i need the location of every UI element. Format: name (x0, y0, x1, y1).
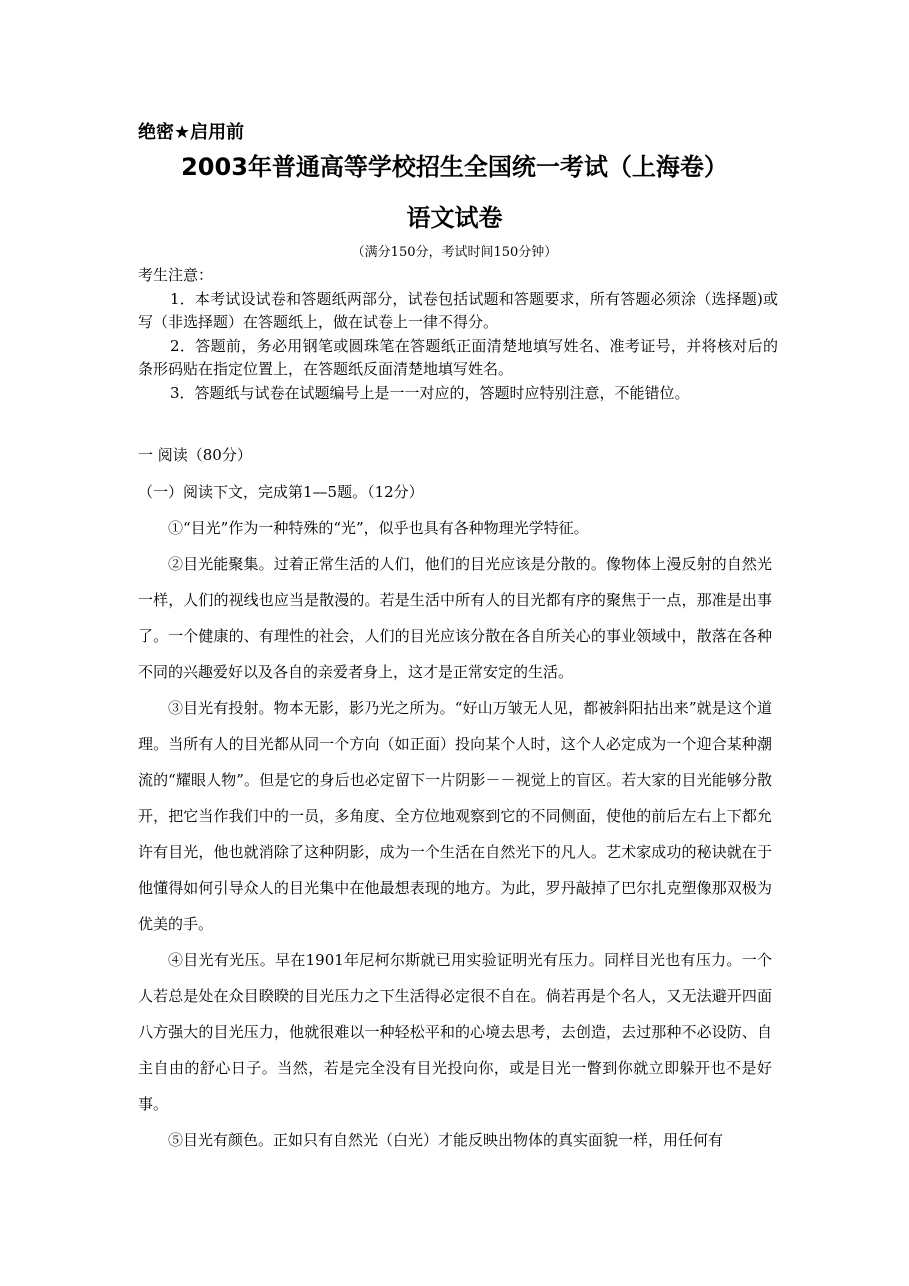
article-paragraph: ③目光有投射。物本无影，影乃光之所为。“好山万皱无人见，都被斜阳拈出来”就是这个道理。当所有人的目光都从同一个方向（如正面）投向某个人时，这个人必定成为一个迎合某种潮流的“耀眼人物”。但是它的身后也必定留下一片阴影－－视觉上的盲区。若大家的目光能够分散开，把它当作我们中的一员，多角度、全方位地观察到它的不同侧面，使他的前后左右上下都允许有目光，他也就消除了这种阴影，成为一个生活在自然光下的凡人。艺术家成功的秘诀就在于他懂得如何引导众人的目光集中在他最想表现的地方。为此，罗丹敲掉了巴尔扎克塑像那双极为优美的手。 (138, 699, 772, 933)
article-paragraph: ①“目光”作为一种特殊的“光”，似乎也具有各种物理光学特征。 (168, 519, 589, 537)
article-paragraph: ④目光有光压。早在1901年尼柯尔斯就已用实验证明光有压力。同样目光也有压力。一个人若总是处在众目睽睽的目光压力之下生活得必定很不自在。倘若再是个名人，又无法避开四面八方强大的目光压力，他就很难以一种轻松平和的心境去思考，去创造，去过那种不必设防、自主自由的舒心日子。当然，若是完全没有目光投向你，或是目光一瞥到你就立即躲开也不是好事。 (138, 951, 772, 1113)
notice-item: 1．本考试设试卷和答题纸两部分，试卷包括试题和答题要求，所有答题必须涂（选择题)或写（非选择题）在答题纸上，做在试卷上一律不得分。 (138, 289, 778, 331)
score-time-note: （满分150分，考试时间150分钟） (351, 245, 558, 260)
notice-item: 3．答题纸与试卷在试题编号上是一一对应的，答题时应特别注意，不能错位。 (170, 383, 690, 402)
exam-subtitle: 语文试卷 (406, 204, 503, 232)
article-paragraph: ⑤目光有颜色。正如只有自然光（白光）才能反映出物体的真实面貌一样，用任何有 (168, 1131, 724, 1149)
candidate-notice (138, 264, 778, 405)
secret-mark: 绝密★启用前 (138, 122, 245, 143)
notice-item: 2．答题前，务必用钢笔或圆珠笔在答题纸正面清楚地填写姓名、准考证号，并将核对后的条形码贴在指定位置上，在答题纸反面清楚地填写姓名。 (138, 336, 778, 378)
subsection-title: （一）阅读下文，完成第1—5题。（12分） (138, 483, 424, 501)
notice-heading: 考生注意： (138, 266, 214, 284)
section-title: 一 阅读（80分） (138, 446, 252, 464)
reading-article (138, 510, 772, 1158)
exam-title: 2003年普通高等学校招生全国统一考试（上海卷） (181, 153, 728, 181)
article-paragraph: ②目光能聚集。过着正常生活的人们，他们的目光应该是分散的。像物体上漫反射的自然光一样，人们的视线也应当是散漫的。若是生活中所有人的目光都有序的聚焦于一点，那准是出事了。一个健康的、有理性的社会，人们的目光应该分散在各自所关心的事业领域中，散落在各种不同的兴趣爱好以及各自的亲爱者身上，这才是正常安定的生活。 (138, 555, 772, 681)
